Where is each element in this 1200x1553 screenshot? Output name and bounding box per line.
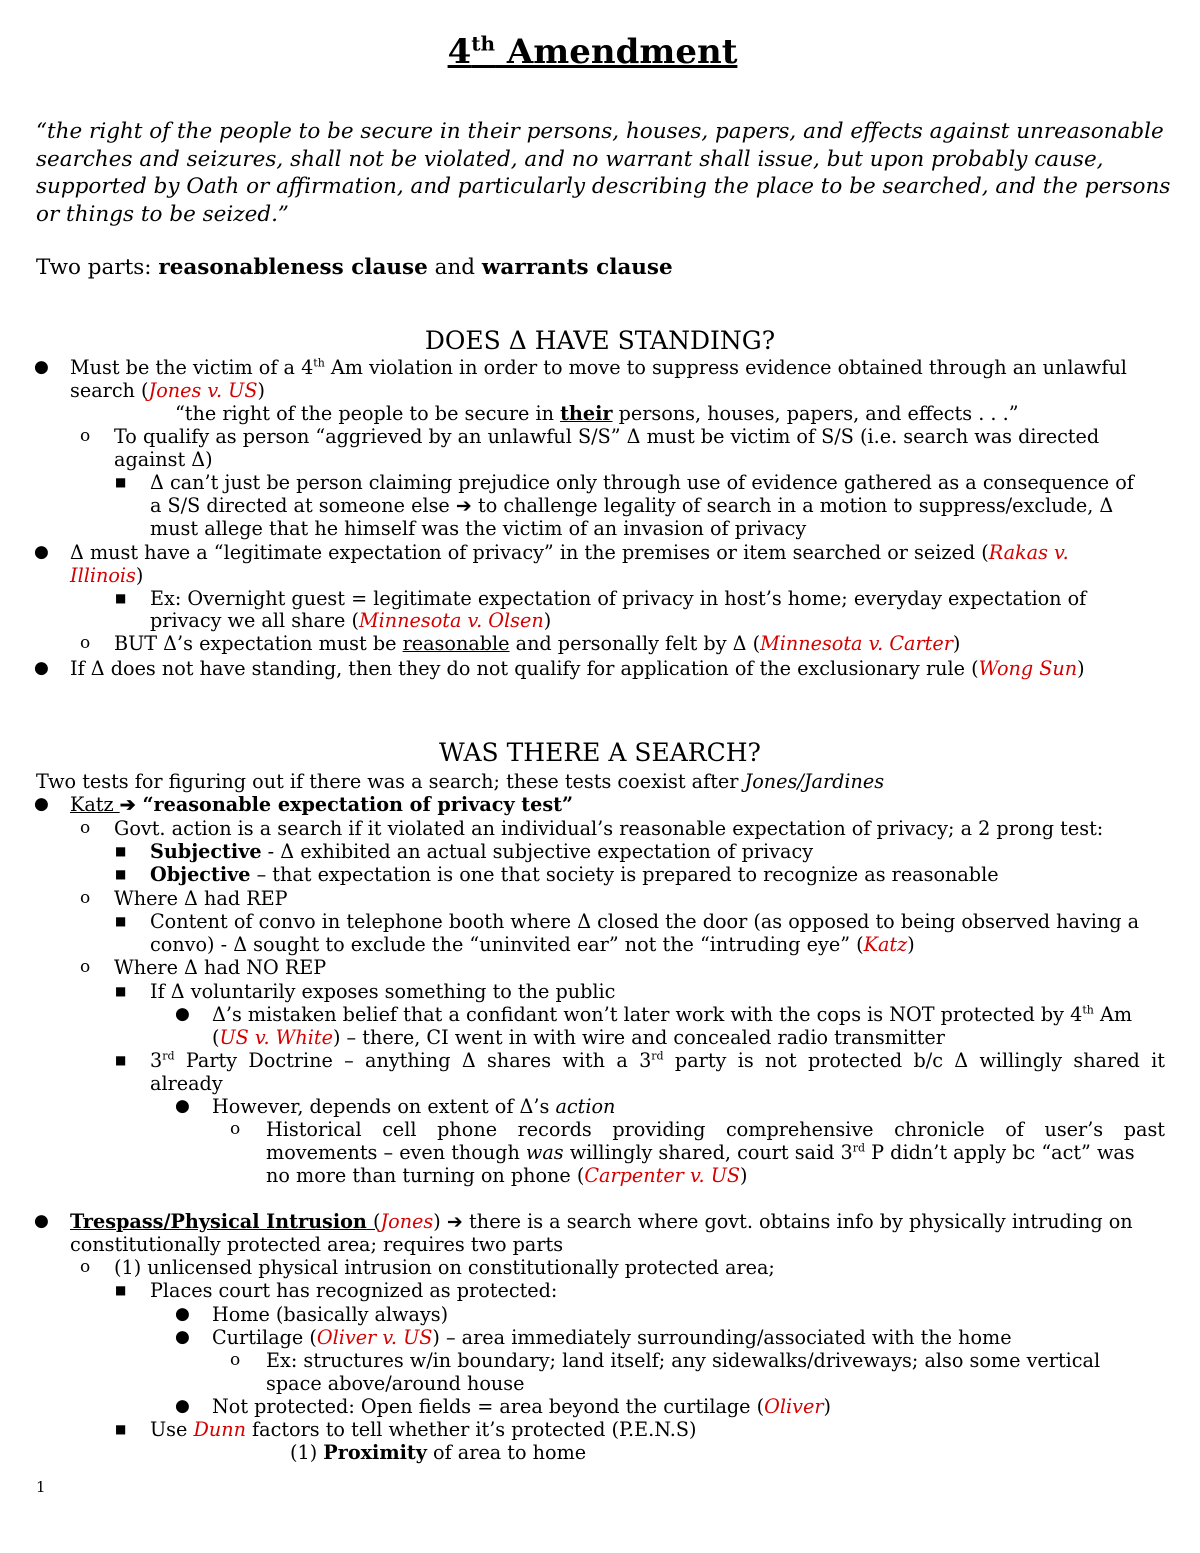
standing-line: BUT Δ’s expectation must be reasonable and personally felt by Δ (Minnesota v. Carter) [114, 632, 961, 655]
two-parts-line: Two parts: reasonableness clause and warrants clause [36, 255, 673, 280]
search-intro: Two tests for figuring out if there was a search; these tests coexist after Jones/Jardines [36, 770, 885, 793]
standing-line: If Δ does not have standing, then they do not qualify for application of the exclusionary rule (Wong Sun) [70, 657, 1085, 680]
standing-line: search (Jones v. US) [70, 379, 265, 402]
katz-line: Katz ➔ “reasonable expectation of privacy test” [70, 793, 574, 816]
bullet-square: ■ [115, 867, 127, 881]
bullet-disc: ● [34, 794, 49, 814]
bullet-disc: ● [175, 1096, 190, 1116]
search-line: If Δ voluntarily exposes something to the public [150, 980, 616, 1003]
standing-line: Must be the victim of a 4th Am violation in order to move to suppress evidence obtained through an unlawful [70, 356, 1127, 379]
standing-line: against Δ) [114, 448, 213, 471]
bullet-circle: o [80, 888, 91, 908]
bullet-square: ■ [115, 1053, 127, 1067]
bullet-square: ■ [115, 914, 127, 928]
search-line: (US v. White) – there, CI went in with wire and concealed radio transmitter [212, 1026, 945, 1049]
trespass-line: Ex: structures w/in boundary; land itself; any sidewalks/driveways; also some vertical [266, 1349, 1101, 1372]
trespass-line: Not protected: Open fields = area beyond the curtilage (Oliver) [212, 1395, 831, 1418]
search-line: Where Δ had NO REP [114, 956, 327, 979]
bullet-circle: o [80, 1257, 91, 1277]
standing-line: Illinois) [70, 564, 144, 587]
standing-line: To qualify as person “aggrieved by an unlawful S/S” Δ must be victim of S/S (i.e. search was directed [114, 425, 1100, 448]
search-line: 3rd Party Doctrine – anything Δ shares with a 3rd party is not protected b/c Δ willingly shared it [150, 1049, 1165, 1072]
bullet-disc: ● [175, 1327, 190, 1347]
standing-line: Δ can’t just be person claiming prejudice only through use of evidence gathered as a consequence of [150, 471, 1134, 494]
search-line: Δ’s mistaken belief that a confidant won’t later work with the cops is NOT protected by 4th Am [212, 1003, 1133, 1026]
bullet-circle: o [80, 426, 91, 446]
bullet-disc: ● [175, 1396, 190, 1416]
trespass-line: Trespass/Physical Intrusion (Jones) ➔ there is a search where govt. obtains info by physically intruding on [70, 1210, 1133, 1233]
search-line: Where Δ had REP [114, 887, 288, 910]
bullet-square: ■ [115, 475, 127, 489]
search-line: convo) - Δ sought to exclude the “uninvited ear” not the “intruding eye” (Katz) [150, 933, 915, 956]
search-line: movements – even though was willingly shared, court said 3rd P didn’t apply bc “act” was [266, 1141, 1135, 1164]
trespass-line: Curtilage (Oliver v. US) – area immediately surrounding/associated with the home [212, 1326, 1012, 1349]
bullet-disc: ● [34, 658, 49, 678]
search-line: Objective – that expectation is one that society is prepared to recognize as reasonable [150, 863, 999, 886]
bullet-circle: o [230, 1119, 241, 1139]
search-line: Historical cell phone records providing comprehensive chronicle of user’s past [266, 1118, 1165, 1141]
bullet-square: ■ [115, 984, 127, 998]
bullet-circle: o [80, 633, 91, 653]
search-line: Content of convo in telephone booth where Δ closed the door (as opposed to being observed having a [150, 910, 1140, 933]
trespass-line: Use Dunn factors to tell whether it’s protected (P.E.N.S) [150, 1418, 697, 1441]
trespass-line: (1) unlicensed physical intrusion on constitutionally protected area; [114, 1256, 775, 1279]
standing-heading: DOES Δ HAVE STANDING? [424, 326, 776, 355]
search-heading: WAS THERE A SEARCH? [439, 738, 761, 767]
trespass-line: Places court has recognized as protected: [150, 1279, 558, 1302]
bullet-square: ■ [115, 844, 127, 858]
search-line: Subjective - Δ exhibited an actual subjective expectation of privacy [150, 840, 814, 863]
search-line: already [150, 1072, 223, 1095]
bullet-square: ■ [115, 591, 127, 605]
trespass-line: Home (basically always) [212, 1303, 449, 1326]
standing-line: “the right of the people to be secure in their persons, houses, papers, and effects . . .” [175, 402, 1019, 425]
standing-line: privacy we all share (Minnesota v. Olsen) [150, 609, 552, 632]
search-line: Govt. action is a search if it violated an individual’s reasonable expectation of privacy; a 2 prong test: [114, 817, 1104, 840]
bullet-circle: o [80, 957, 91, 977]
bullet-disc: ● [175, 1004, 190, 1024]
bullet-square: ■ [115, 1283, 127, 1297]
bullet-circle: o [80, 818, 91, 838]
standing-line: Δ must have a “legitimate expectation of privacy” in the premises or item searched or seized (Rakas v. [70, 541, 1069, 564]
trespass-line: (1) Proximity of area to home [290, 1441, 587, 1464]
bullet-disc: ● [175, 1304, 190, 1324]
page-title: 4th Amendment [447, 31, 738, 72]
page-number: 1 [36, 1478, 46, 1496]
standing-line: Ex: Overnight guest = legitimate expectation of privacy in host’s home; everyday expectation of [150, 587, 1087, 610]
standing-line: a S/S directed at someone else ➔ to challenge legality of search in a motion to suppress/exclude, Δ [150, 494, 1114, 517]
bullet-square: ■ [115, 1422, 127, 1436]
bullet-disc: ● [34, 357, 49, 377]
search-line: no more than turning on phone (Carpenter v. US) [266, 1164, 748, 1187]
trespass-line: space above/around house [266, 1372, 525, 1395]
standing-line: must allege that he himself was the victim of an invasion of privacy [150, 517, 807, 540]
bullet-circle: o [230, 1350, 241, 1370]
amendment-quote: “the right of the people to be secure in their persons, houses, papers, and effects against unreasonable searches and seizures, shall not be violated, and no warrant shall issue, but upon probably cause, supported by Oath or affirmation, and particularly describing the place to be searched, and the persons or things to be seized.” [36, 119, 1171, 227]
search-line: However, depends on extent of Δ’s action [212, 1095, 616, 1118]
trespass-line: constitutionally protected area; requires two parts [70, 1233, 564, 1256]
bullet-disc: ● [34, 1211, 49, 1231]
bullet-disc: ● [34, 542, 49, 562]
